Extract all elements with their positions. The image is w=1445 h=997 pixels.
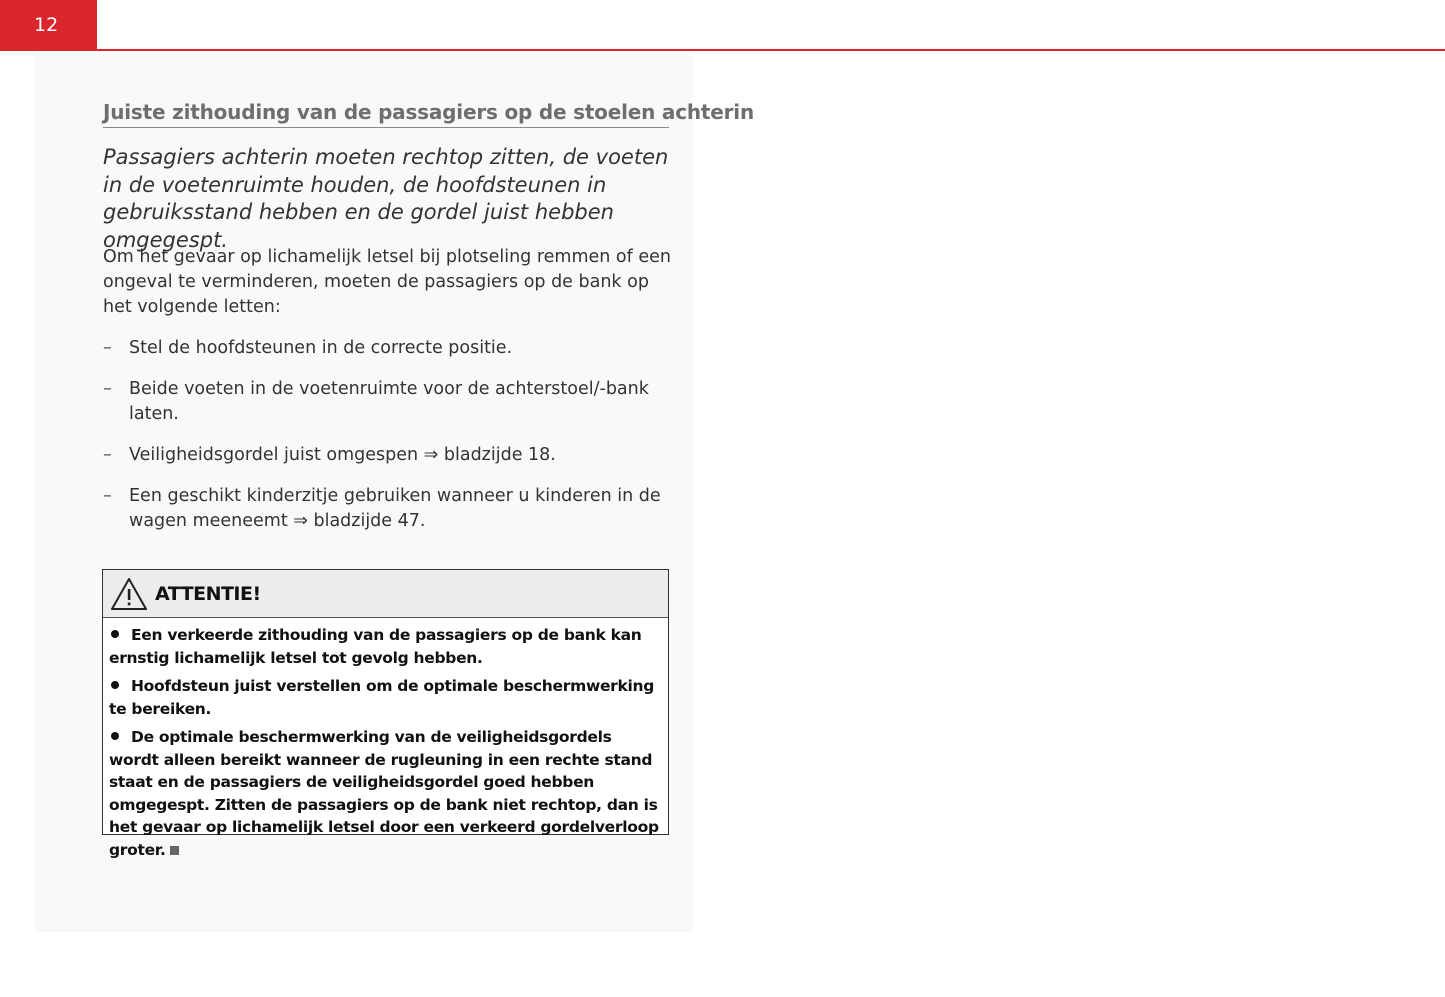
bullet-icon <box>111 732 119 740</box>
dash-marker: – <box>103 486 112 506</box>
dash-marker: – <box>103 445 112 465</box>
warning-item: De optimale beschermwerking van de veiligheidsgordels wordt alleen bereikt wanneer de rugleuning in een rechte stand staat en de passagiers de veiligheidsgordel goed hebben omgegespt. Zitten de passagiers op de bank niet rechtop, dan is het gevaar op lichamelijk letsel door een verkeerd gordelverloop groter. <box>109 728 659 859</box>
page-number: 12 <box>0 0 97 51</box>
header-bar <box>0 0 1445 51</box>
bullet-icon <box>111 630 119 638</box>
warning-item: Een verkeerde zithouding van de passagiers op de bank kan ernstig lichamelijk letsel tot gevolg hebben. <box>109 626 642 667</box>
dash-marker: – <box>103 338 112 358</box>
body-paragraph: Om het gevaar op lichamelijk letsel bij plotseling remmen of een ongeval te verminderen, moeten de passagiers op de bank op het volgende letten: <box>103 247 671 317</box>
list-item: – Veiligheidsgordel juist omgespen ⇒ bladzijde 18. <box>103 443 673 468</box>
bullet-icon <box>111 681 119 689</box>
warning-triangle-icon <box>109 576 149 612</box>
instruction-list <box>103 336 673 550</box>
intro-paragraph: Passagiers achterin moeten rechtop zitten, de voeten in de voetenruimte houden, de hoofdsteunen in gebruiksstand hebben en de gordel juist hebben omgegespt. <box>103 145 669 252</box>
dash-marker: – <box>103 379 112 399</box>
warning-header <box>103 570 668 618</box>
warning-title: ATTENTIE! <box>155 582 261 605</box>
list-item: – Beide voeten in de voetenruimte voor de achterstoel/-bank laten. <box>103 379 649 424</box>
list-item: – Stel de hoofdsteunen in de correcte positie. <box>103 336 673 361</box>
end-of-section-icon <box>170 846 179 855</box>
list-item: – Een geschikt kinderzitje gebruiken wanneer u kinderen in de wagen meeneemt ⇒ bladzijde 47. <box>103 486 661 531</box>
warning-box <box>102 569 669 859</box>
section-title: Juiste zithouding van de passagiers op de stoelen achterin <box>103 100 669 128</box>
warning-item: Hoofdsteun juist verstellen om de optimale beschermwerking te bereiken. <box>109 677 655 718</box>
